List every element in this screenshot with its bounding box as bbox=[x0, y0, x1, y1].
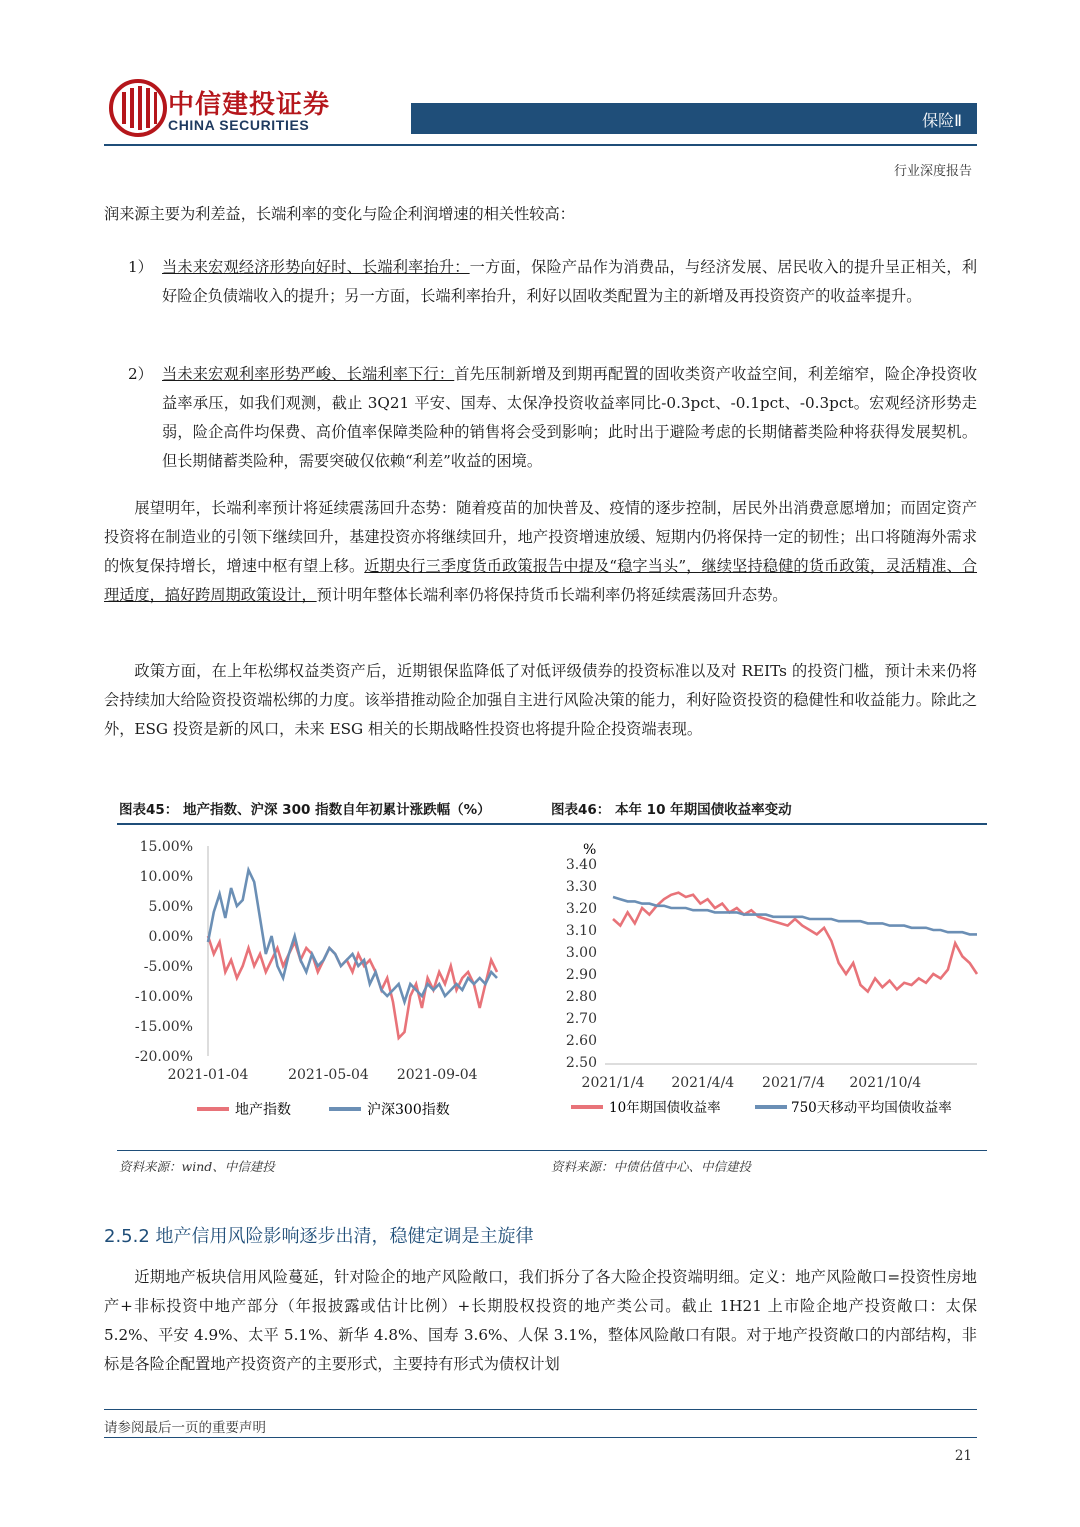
list-item-1 bbox=[104, 253, 977, 340]
y-tick-label: 2.70 bbox=[565, 1011, 597, 1027]
footer-divider bbox=[104, 1409, 977, 1410]
y-tick-label: -10.00% bbox=[134, 989, 193, 1005]
outlook-text: 展望明年，长端利率预计将延续震荡回升态势：随着疫苗的加快普及、疫情的逐步控制，居民外出消费意愿增加；而固定资产投资将在制造业的引领下继续回升，基建投资亦将继续回升，地产投资增速放缓、短期内仍将保持一定的韧性；出口将随海外需求的恢复保持增长，增速中枢有望上移。 bbox=[104, 499, 977, 575]
figure-46-source: 资料来源：中债估值中心、中信建投 bbox=[551, 1159, 752, 1174]
y-tick-label: 0.00% bbox=[148, 929, 193, 945]
y-tick-label: 3.10 bbox=[565, 923, 597, 939]
y-tick-label: 10.00% bbox=[139, 869, 193, 885]
list-number: 2） bbox=[128, 365, 153, 383]
outlook-underlined: 近期央行三季度货币政策报告中提及“稳字当头”，继续坚持稳健的货币政策，灵活精准、合理适度，搞好跨周期政策设计， bbox=[104, 557, 978, 604]
y-tick-label: -5.00% bbox=[143, 959, 193, 975]
list-item-2 bbox=[104, 360, 977, 476]
y-tick-label: 3.40 bbox=[565, 857, 597, 873]
footer-divider-2 bbox=[104, 1437, 977, 1438]
figure-top-divider bbox=[117, 823, 987, 825]
header-bar bbox=[411, 103, 977, 134]
list-number: 1） bbox=[128, 258, 153, 276]
figure-bottom-divider bbox=[117, 1150, 987, 1151]
y-tick-label: 2.90 bbox=[565, 967, 597, 983]
real-estate-risk-paragraph: 近期地产板块信用风险蔓延，针对险企的地产风险敞口，我们拆分了各大险企投资端明细。定义：地产风险敞口=投资性房地产+非标投资中地产部分（年报披露或估计比例）+长期股权投资的地产类公司。截止 1H21 上市险企地产投资敞口：太保 5.2%、平安 4.9%、太平 5.1%、新华 4.8%、国寿 3.6%、人保 3.1%，整体风险敞口有限。对于地产投资敞口的内部结构，非标是各险企配置地产投资资产的主要形式，主要持有形式为债权计划 bbox=[104, 1268, 977, 1373]
list-item-lead: 当未来宏观经济形势向好时、长端利率抬升： bbox=[162, 258, 470, 276]
list-item-lead: 当未来宏观利率形势严峻、长端利率下行： bbox=[162, 365, 455, 383]
y-tick-label: 15.00% bbox=[139, 839, 193, 855]
x-tick-label: 2021-09-04 bbox=[396, 1067, 478, 1083]
y-tick-label: 5.00% bbox=[148, 899, 193, 915]
figure-46-title: 图表46： 本年 10 年期国债收益率变动 bbox=[551, 802, 792, 818]
legend-csi300-index: 沪深300指数 bbox=[367, 1102, 450, 1118]
industry-category: 保险Ⅱ bbox=[922, 111, 962, 130]
y-tick-label: 3.30 bbox=[565, 879, 597, 895]
y-tick-label: 3.20 bbox=[565, 901, 597, 917]
x-tick-label: 2021/7/4 bbox=[762, 1075, 825, 1091]
x-tick-label: 2021/4/4 bbox=[671, 1075, 735, 1091]
figure-45-source: 资料来源：wind、中信建投 bbox=[119, 1159, 275, 1174]
x-tick-label: 2021/10/4 bbox=[849, 1075, 922, 1091]
figure-45-title: 图表45： 地产指数、沪深 300 指数自年初累计涨跌幅（%） bbox=[119, 802, 491, 818]
list-item-text: 一方面，保险产品作为消费品，与经济发展、居民收入的提升呈正相关，利好险企负债端收入的提升；另一方面，长端利率抬升，利好以固收类配置为主的新增及再投资资产的收益率提升。 bbox=[162, 258, 978, 305]
y-tick-label: 2.80 bbox=[565, 989, 597, 1005]
disclaimer-note: 请参阅最后一页的重要声明 bbox=[104, 1420, 266, 1436]
list-item-text: 首先压制新增及到期再配置的固收类资产收益空间，利差缩窄，险企净投资收益率承压，如我们观测，截止 3Q21 平安、国寿、太保净投资收益率同比-0.3pct、-0.1pct、-0.3pct。宏观经济形势走弱，险企高件均保费、高价值率保障类险种的销售将会受到影响；此时出于避险考虑的长期储蓄类险种将获得发展契机。但长期储蓄类险种，需要突破仅依赖“利差”收益的困境。 bbox=[162, 365, 978, 470]
section-title: 2.5.2 地产信用风险影响逐步出清，稳健定调是主旋律 bbox=[104, 1226, 534, 1247]
y-tick-label: 2.50 bbox=[565, 1055, 597, 1071]
outlook-conclusion: 预计明年整体长端利率仍将保持货币长端利率仍将延续震荡回升态势。 bbox=[316, 586, 788, 604]
series-line-750d-moving-average bbox=[613, 897, 977, 934]
report-type: 行业深度报告 bbox=[893, 164, 972, 179]
chart-46 bbox=[553, 832, 985, 1132]
china-securities-logo-icon bbox=[108, 78, 168, 138]
logo-english-name: CHINA SECURITIES bbox=[168, 117, 310, 133]
y-tick-label: 3.00 bbox=[565, 945, 597, 961]
x-tick-label: 2021-01-04 bbox=[167, 1067, 249, 1083]
outlook-paragraph bbox=[104, 494, 977, 610]
chart-45 bbox=[117, 832, 517, 1132]
legend-10y-treasury-yield: 10年期国债收益率 bbox=[609, 1100, 721, 1116]
policy-paragraph: 政策方面，在上年松绑权益类资产后，近期银保监降低了对低评级债券的投资标准以及对 REITs 的投资门槛，预计未来仍将会持续加大给险资投资端松绑的力度。该举措推动险企加强自主进行风险决策的能力，利好险资投资的稳健性和收益能力。除此之外，ESG 投资是新的风口，未来 ESG 相关的长期战略性投资也将提升险企投资端表现。 bbox=[104, 662, 977, 738]
x-tick-label: 2021/1/4 bbox=[581, 1075, 645, 1091]
page-number: 21 bbox=[954, 1448, 972, 1464]
y-tick-label: -20.00% bbox=[134, 1049, 193, 1065]
y-tick-label: 2.60 bbox=[565, 1033, 597, 1049]
intro-paragraph: 润来源主要为利差益，长端利率的变化与险企利润增速的相关性较高： bbox=[104, 205, 575, 223]
y-axis-unit: % bbox=[583, 842, 597, 858]
legend-real-estate-index: 地产指数 bbox=[235, 1102, 291, 1118]
y-tick-label: -15.00% bbox=[134, 1019, 193, 1035]
logo-chinese-name: 中信建投证券 bbox=[168, 90, 331, 120]
header-divider bbox=[104, 144, 977, 146]
legend-750d-moving-average: 750天移动平均国债收益率 bbox=[791, 1100, 952, 1116]
x-tick-label: 2021-05-04 bbox=[288, 1067, 369, 1083]
